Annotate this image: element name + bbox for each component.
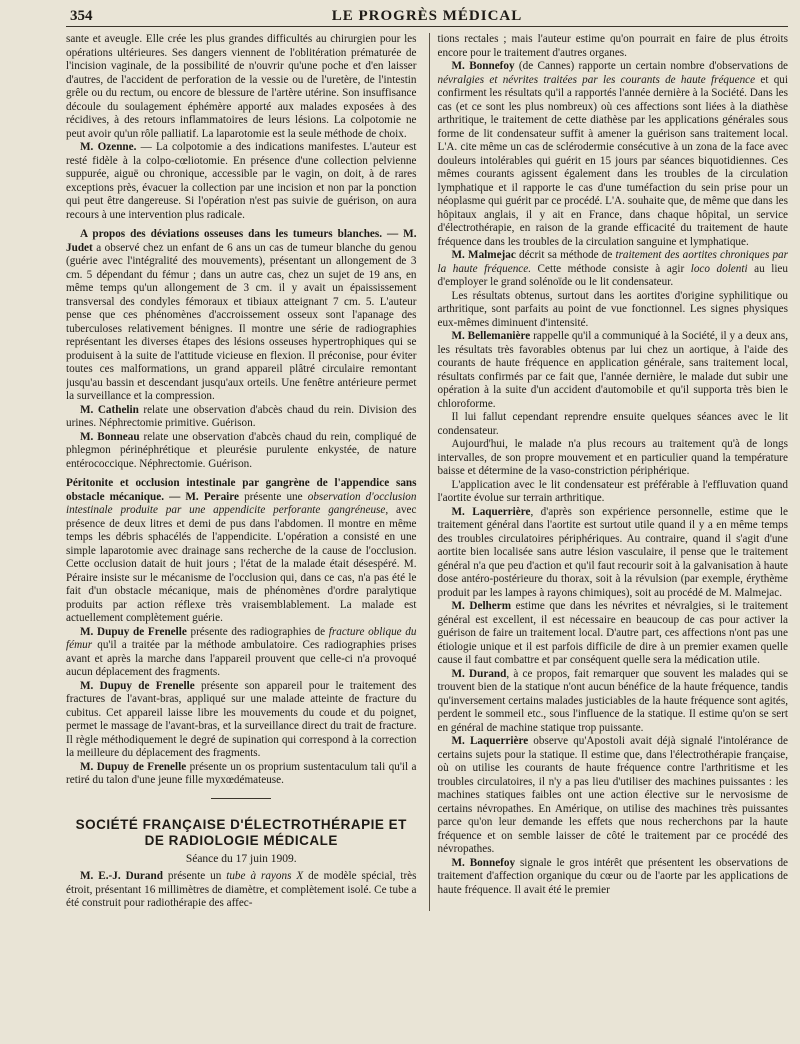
speaker-name: M. Peraire (185, 490, 240, 503)
article-heading: A propos des déviations osseuses dans les tumeurs blanches. — (80, 228, 399, 240)
speaker-name: M. Dupuy de Frenelle (80, 760, 187, 773)
paragraph: M. Cathelin relate une observation d'abcès chaud du rein. Division des urines. Néphrectomie primitive. Guérison. (66, 403, 417, 429)
speaker-name: M. Dupuy de Frenelle (80, 625, 187, 638)
speaker-name: M. Bonnefoy (451, 60, 515, 72)
speaker-name: M. Bellemanière (451, 330, 531, 342)
session-date: Séance du 17 juin 1909. (185, 852, 297, 865)
paragraph: M. E.-J. Durand présente un tube à rayons X de modèle spécial, très étroit, présentant 16 millimètres de diamètre, et complètement isolé. Ce tube a été construit pour radiothérapie des affec- (66, 870, 417, 909)
speaker-name: M. Durand (451, 667, 507, 680)
right-column (429, 33, 789, 911)
speaker-name: M. Ozenne. (80, 141, 137, 153)
section-divider (211, 798, 271, 799)
paragraph: M. Durand, à ce propos, fait remarquer que souvent les malades qui se trouvent bien de la statique n'ont aucun bénéfice de la haute fréquence, tandis qu'inversement certains malades justiciables de la haute fréquence sont agités, perdent le sommeil etc., sous l'influence de la statique. Il estime qu'on se sert en général de machine statique trop puissante. (437, 667, 788, 734)
paragraph: L'application avec le lit condensateur est préférable à l'effluvation quand l'aortite évolue sur terrain arthritique. (437, 478, 788, 504)
paragraph: Péritonite et occlusion intestinale par gangrène de l'appendice sans obstacle mécanique. — M. Peraire présente une observation d'occlusion intestinale produite par une appendicite perforante gangréneuse, avec présence de deux litres et demi de pus dans l'abdomen. Il montre en même temps les débris sphacélés de l'appendicite. L'opération a consisté en une simple laparotomie avec drainage sans recherche de la cause de l'occlusion. Cette occlusion datait de huit jours ; l'état de la malade était désespéré. M. Péraire insiste sur le mécanisme de l'occlusion qui, dans ce cas, n'a pas été le fait d'un obstacle mécanique, mais de phénomènes d'ordre paralytique produits par action réflexe très vraisemblablement. La malade est actuellement complètement guérie. (66, 477, 417, 624)
speaker-name: M. Dupuy de Frenelle (80, 679, 195, 692)
speaker-name: M. Delherm (451, 600, 512, 612)
journal-title: LE PROGRÈS MÉDICAL (331, 8, 523, 24)
paragraph: M. Bonneau relate une observation d'abcès chaud du rein, compliqué de phlegmon périnéphrétique et pleurésie purulente enkystée, de nature entérococcique. Néphrectomie. Guérison. (66, 430, 417, 470)
paragraph: M. Bonnefoy signale le gros intérêt que présentent les observations de traitement d'affection organique du cœur ou de l'aorte par les applications de haute fréquence. Il avait été le premier (437, 856, 788, 896)
paragraph: M. Laquerrière observe qu'Apostoli avait déjà signalé l'intolérance de certains sujets pour la statique. Il estime que, dans l'électrothérapie française, où on utilise les courants de haute fréquence contre l'arthritisme et les troubles circulatoires, il n'y a pas lieu d'utiliser des machines puissantes : les machines statiques faibles ont une action élective sur le nervosisme de certains névropathes. En Amérique, on utilise des machines très puissantes parce qu'on leur demande les effets que nous recherchons par la haute fréquence et on semble laisser de côté le traitement par ce procédé des névropathes. (437, 735, 788, 855)
paragraph: A propos des déviations osseuses dans les tumeurs blanches. — M. Judet a observé chez un enfant de 6 ans un cas de tumeur blanche du genou (guérie avec l'intégralité des mouvements), présentant un allongement de 3 cm. 5 dépendant du fémur ; dans un autre cas, chez un sujet de 19 ans, en même temps qu'un allongement de 3 cm. il y avait un épaississement transversal des condyles fémoraux et tibiaux atteignant 7 cm. 5. L'auteur pense que ces phénomènes d'accroissement osseux sont l'apanage des tuberculoses relativement bénignes. Il montre une série de radiographies représentant les diverses étapes des lésions osseuses hypertrophiques qui se produisent à la suite de l'attitude vicieuse en flexion. Il préconise, pour éviter toutes ces malformations, un grand appareil plâtré circulaire remontant jusqu'au bassin et descendant jusqu'aux orteils. Une fenêtre antérieure permet la surveillance et la compression. (66, 228, 417, 402)
speaker-name: M. Cathelin (80, 403, 139, 416)
paragraph: M. Bonnefoy (de Cannes) rapporte un certain nombre d'observations de névralgies et névrites traitées par les courants de haute fréquence et qui confirment les résultats qu'il a rapportés l'année dernière à la Société. Dans les cas (et ce sont les plus nombreux) où ces affections sont liées à la diathèse arthritique, le traitement de cette diathèse par les applications générales sous forme de lit condensateur suffit à amener la guérison sans traitement local. L'A. cite même un cas de sclérodermie consécutive à un zona de la face avec douleurs intolérables qui guérit en 15 jours par séances biquotidiennes. Ces mêmes courants agissent également dans les troubles de la circulation lymphatique et il rapporte le cas d'une tuméfaction du sein prise pour un néoplasme qui guérit par ce procédé. L'A. souhaite que, de même que dans les hôpitaux anglais, il y ait en France, dans chaque hôpital, un service d'électrothérapie, en raison de la grande efficacité du traitement de haute fréquence dans les troubles de la circulation sanguine et lymphatique. (437, 60, 788, 248)
paragraph: Aujourd'hui, le malade n'a plus recours au traitement qu'à de longs intervalles, de son propre mouvement et en particulier quand la température baisse et détermine de la vaso-constriction périphérique. (437, 438, 788, 477)
speaker-name: M. Bonneau (80, 430, 140, 443)
page-header (66, 4, 788, 27)
speaker-name: M. Laquerrière (451, 735, 529, 747)
left-column (66, 33, 417, 911)
article-heading: Péritonite et occlusion intestinale par gangrène de l'appendice sans obstacle mécanique. — (66, 477, 417, 503)
section-title: SOCIÉTÉ FRANÇAISE D'ÉLECTROTHÉRAPIE ET DE RADIOLOGIE MÉDICALE (75, 816, 407, 848)
paragraph: M. Malmejac décrit sa méthode de traitement des aortites chroniques par la haute fréquence. Cette méthode consiste à agir loco dolenti au lieu d'employer le grand solénoïde ou le lit condensateur. (437, 249, 788, 288)
paragraph: M. Dupuy de Frenelle présente son appareil pour le traitement des fractures de l'avant-bras, appliqué sur une malade atteinte de fracture du cubitus. Cet appareil laisse libre les mouvements du coude et du poignet, permet le massage de l'avant-bras, et la surveillance direct du trait de fracture. Il règle méthodiquement le degré de supination qui correspond à la correction la meilleure du déplacement des fragments. (66, 679, 417, 759)
speaker-name: M. E.-J. Durand (80, 870, 163, 882)
paragraph: Les résultats obtenus, surtout dans les aortites d'origine syphilitique ou arthritique, sont parfaits au point de vue fonctionnel. Les signes physiques eux-mêmes diminuent d'intensité. (437, 289, 788, 329)
paragraph: M. Dupuy de Frenelle présente un os proprium sustentaculum tali qu'il a retiré du talon d'une jeune fille myxœdémateuse. (66, 760, 417, 786)
paragraph: M. Ozenne. — La colpotomie a des indications manifestes. L'auteur est resté fidèle à la colpo-cœliotomie. En présence d'une collection pelvienne suppurée, aiguë ou chronique, accessible par le vagin, on doit, à de rares exceptions près, évacuer la collection par une incision et non par la ponction qui peut être dangereuse. Si l'opération n'est pas suivie de guérison, on aura recours à une intervention plus radicale. (66, 141, 417, 221)
paragraph: M. Delherm estime que dans les névrites et névralgies, si le traitement général est excellent, il est nécessaire en beaucoup de cas pour activer la guérison de faire un traitement local. D'autre part, ces affections n'ont pas une étiologie unique et il est parfois difficile de dire à un premier examen quelle cause il faut combattre et par conséquent quelle sera la médication utile. (437, 600, 788, 666)
page-number: 354 (70, 8, 93, 24)
paragraph: sante et aveugle. Elle crée les plus grandes difficultés au chirurgien pour les opérations ultérieures. Ses dangers viennent de l'oblitération prématurée de l'incision vaginale, de la possibilité de n'ouvrir qu'une poche et d'en laisser d'autres, de l'accident de perforation de la vessie ou de l'uretère, de l'intestin grêle ou du rectum, ou encore de blessure de l'artère utérine. Son insuffisance découle du soulagement éphémère apporté aux malades exposées à des récidives, à des retours inflammatoires de leurs lésions. La colpotomie ne peut avoir qu'un rôle palliatif. La laparotomie est la seule méthode de choix. (66, 33, 417, 140)
paragraph: M. Laquerrière, d'après son expérience personnelle, estime que le traitement général dans l'aortite est surtout utile quand il y a en même temps des troubles circulatoires périphériques. Au contraire, quand il s'agit d'une aortite bien localisée sans autre lésion vasculaire, il pense que le traitement général n'a que peu d'action et qu'il faut recourir soit à la galvanisation à haute dose antéro-postérieure du thorax, soit à la révulsion (par exemple, érythème produit par les lampes à rayons chimiques), soit au procédé de M. Malmejac. (437, 505, 788, 599)
paragraph: tions rectales ; mais l'auteur estime qu'on pourrait en faire de plus étroits encore pour le traitement d'autres organes. (437, 33, 788, 59)
text-columns (66, 33, 788, 911)
paragraph: M. Dupuy de Frenelle présente des radiographies de fracture oblique du fémur qu'il a traitée par la méthode ambulatoire. Ces radiographies prises avant et après la marche dans l'appareil prouvent que celle-ci n'a provoqué aucun déplacement des fragments. (66, 625, 417, 678)
speaker-name: M. Malmejac (451, 249, 516, 261)
speaker-name: M. Bonnefoy (451, 856, 516, 869)
paragraph: Il lui fallut cependant reprendre ensuite quelques séances avec le lit condensateur. (437, 411, 788, 437)
paragraph: M. Bellemanière rappelle qu'il a communiqué à la Société, il y a deux ans, les résultats très favorables obtenus par lui chez un aortique, à l'aide des courants de haute fréquence en application générale, sans traitement local, résultats confirmés par ce fait que, l'année dernière, le malade dut subir une opération à la suite d'un accident d'automobile et qu'il supporta très bien le chloroforme. (437, 330, 788, 410)
speaker-name: M. Judet (66, 228, 417, 254)
speaker-name: M. Laquerrière (451, 505, 531, 518)
